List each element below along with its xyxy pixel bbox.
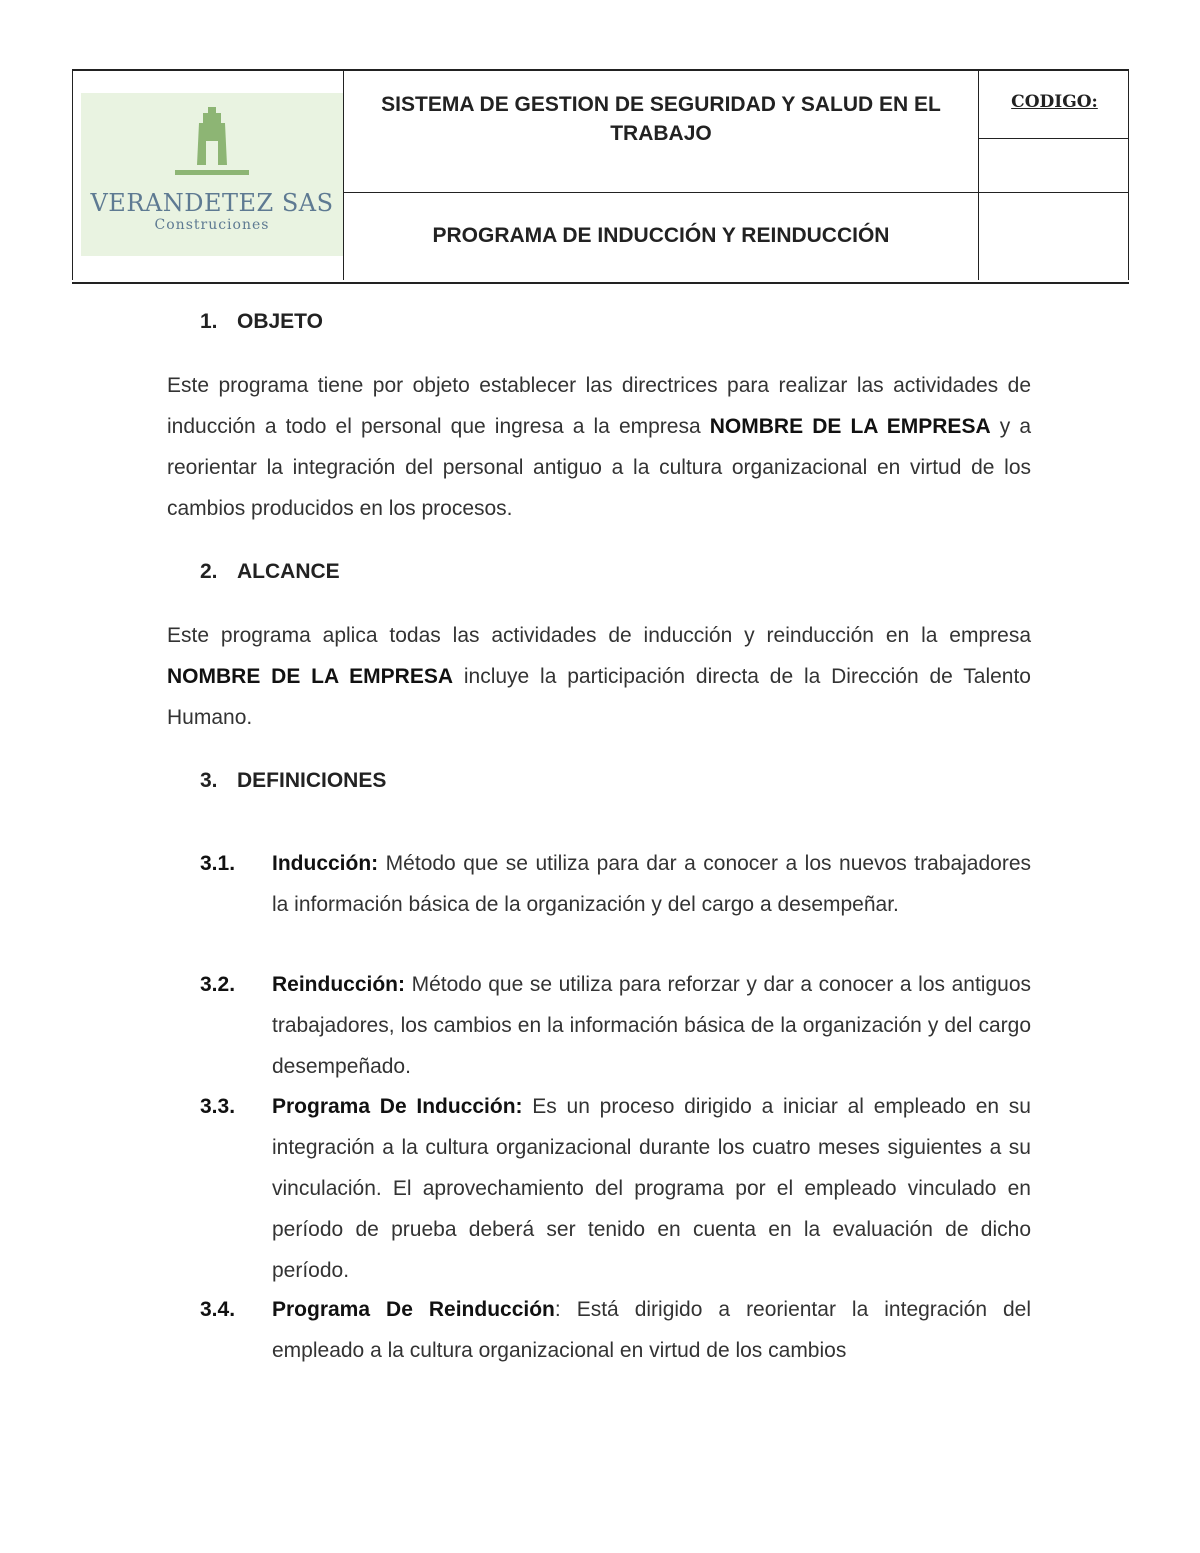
header-empty-cell [978, 193, 1129, 280]
logo-cell [72, 71, 344, 280]
definition-item [200, 1086, 1031, 1291]
paragraph-text: Este programa tiene por objeto establecer las directrices para realizar las actividades de inducción a todo el personal que ingresa a la empresa [167, 374, 1031, 438]
company-name-placeholder: NOMBRE DE LA EMPRESA [167, 665, 454, 688]
definition-number: 3.4. [200, 1298, 236, 1321]
definition-text: Método que se utiliza para dar a conocer a los nuevos trabajadores la información básica de la organización y del cargo a desempeñar. [272, 852, 1031, 916]
paragraph-alcance [167, 615, 1031, 738]
subtitle-cell [344, 193, 978, 280]
section-number: 3. [200, 769, 218, 792]
definition-text: : Está dirigido a reorientar la integración del empleado a la cultura organizacional en virtud de los cambios [272, 1298, 1032, 1362]
definition-number: 3.2. [200, 973, 236, 996]
definition-term: Programa De Inducción: [272, 1095, 523, 1118]
section-heading-alcance [200, 560, 340, 584]
title-cell [344, 71, 978, 193]
company-name-placeholder: NOMBRE DE LA EMPRESA [709, 415, 991, 438]
code-label: CODIGO: [1011, 92, 1098, 112]
paragraph-objeto [167, 365, 1031, 529]
document-header-table [72, 69, 1129, 284]
definition-text: Es un proceso dirigido a iniciar al empleado en su integración a la cultura organizacional durante los cuatro meses siguientes a su vinculación. El aprovechamiento del programa por el empleado vinculado en período de prueba deberá ser tenido en cuenta en la evaluación de dicho período. [272, 1095, 1031, 1282]
paragraph-text: incluye la participación directa de la Dirección de Talento Humano. [167, 665, 1031, 729]
section-heading-definiciones [200, 769, 386, 793]
definition-term: Programa De Reinducción [272, 1298, 555, 1321]
code-value-cell [978, 139, 1129, 193]
code-label-cell [978, 71, 1129, 139]
definition-term: Reinducción: [272, 973, 406, 996]
definition-text: Método que se utiliza para reforzar y dar a conocer a los antiguos trabajadores, los cambios en la información básica de la organización y del cargo desempeñado. [272, 973, 1031, 1078]
definition-item [200, 1289, 1031, 1371]
definition-number: 3.3. [200, 1095, 236, 1118]
definition-item [200, 843, 1031, 925]
section-number: 2. [200, 560, 218, 583]
paragraph-text: Este programa aplica todas las actividades de inducción y reinducción en la empresa [167, 624, 1031, 647]
tower-icon [175, 107, 249, 187]
definition-number: 3.1. [200, 852, 236, 875]
definition-term: Inducción: [272, 852, 379, 875]
section-title: OBJETO [237, 310, 323, 333]
paragraph-text: y a reorientar la integración del personal antiguo a la cultura organizacional en virtud de los cambios producidos en los procesos. [167, 415, 1031, 520]
section-title: ALCANCE [237, 560, 340, 583]
section-number: 1. [200, 310, 218, 333]
logo-tagline-text: Construciones [154, 217, 270, 233]
definition-item [200, 964, 1031, 1087]
logo-brand-text: VERANDETEZ SAS [90, 189, 334, 217]
document-title: SISTEMA DE GESTION DE SEGURIDAD Y SALUD EN EL TRABAJO [381, 93, 941, 145]
document-subtitle: PROGRAMA DE INDUCCIÓN Y REINDUCCIÓN [432, 224, 890, 247]
section-heading-objeto [200, 310, 323, 334]
company-logo [81, 93, 343, 256]
section-title: DEFINICIONES [237, 769, 387, 792]
